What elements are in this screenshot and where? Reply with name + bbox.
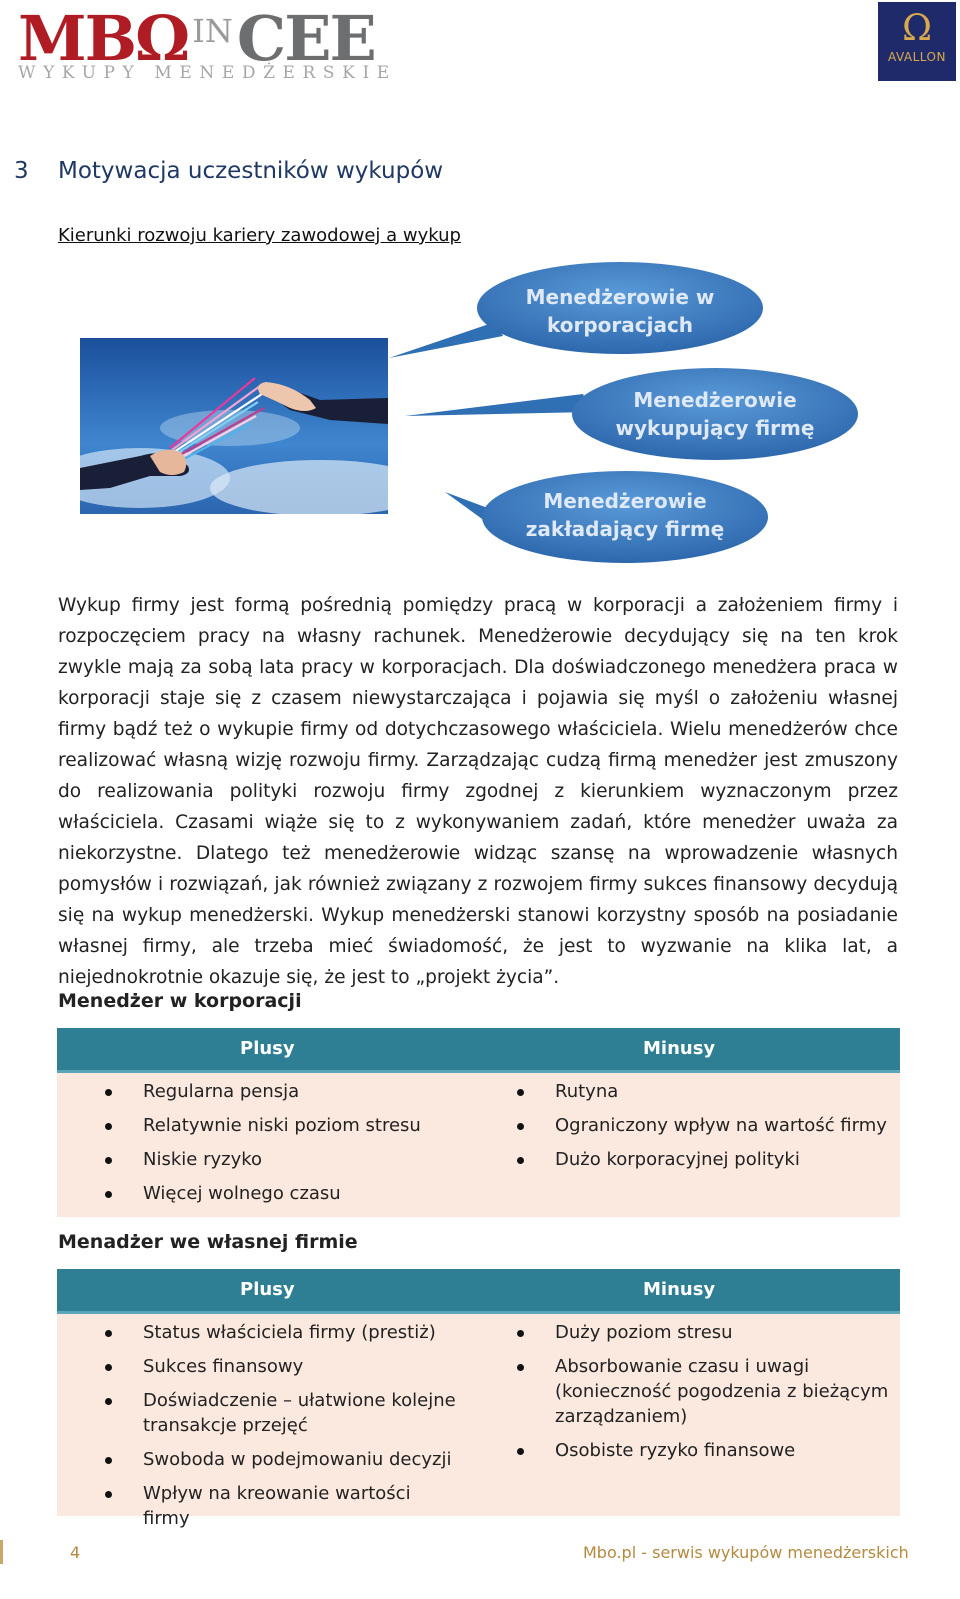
bullet-icon [105,1491,112,1498]
section-title: Motywacja uczestników wykupów [58,158,444,184]
subheading: Kierunki rozwoju kariery zawodowej a wykup [58,225,461,246]
page-number: 4 [70,1543,81,1562]
table1-heading: Menedżer w korporacji [58,990,302,1012]
body-paragraph: Wykup firmy jest formą pośrednią pomiędzy pracą w korporacji a założeniem firmy i rozpoczęciem pracy na własny rachunek. Menedżerowie decydujący się na ten krok zwykle mają za sobą lata pracy w korporacjach. Dla doświadczonego menedżera praca w korporacji staje się z czasem niewystarczająca i pojawia się myśl o założeniu własnej firmy bądź też o wykupie firmy od dotychczasowego właściciela. Wielu menedżerów chce realizować własną wizję rozwoju firmy. Zarządzając cudzą firmą menedżer jest zmuszony do realizowania polityki rozwoju firmy zgodnej z kierunkiem wyznaczonym przez właściciela. Czasami wiąże się to z wykonywaniem zadań, które menedżer uważa za niekorzystne. Dlatego też menedżerowie widząc szansę na wprowadzenie własnych pomysłów i rozwiązań, jak również związany z rozwojem firmy sukces finansowy decydują się na wykup menedżerski. Wykup menedżerski stanowi korzystny sposób na posiadanie własnej firmy, ale trzeba mieć świadomość, że jest to wyzwanie na klika lat, a niejednokrotnie okazuje się, że jest to „projekt życia”. [58,595,898,988]
bubble-2-line2: wykupujący firmę [615,416,815,440]
bubble-2-line1: Menedżerowie [633,388,797,412]
bullet-icon [105,1089,112,1096]
bullet-icon [105,1457,112,1464]
bullet-icon [517,1364,524,1371]
table2-header-row [57,1269,900,1314]
bubble-3-line2: zakładający firmę [525,517,725,541]
table1-minus-column [469,1079,887,1181]
logo-subtitle: WYKUPY MENEDŻERSKIE [18,63,397,83]
list-item: Wpływ na kreowanie wartości firmy [57,1481,457,1531]
table2-heading: Menadżer we własnej firmie [58,1231,358,1253]
list-item: Rutyna [469,1079,887,1104]
logo-cee-text: CEE [236,2,375,75]
footer-site-link[interactable]: Mbo.pl - serwis wykupów menedżerskich [583,1543,909,1562]
avallon-logo [878,2,956,81]
speech-bubble-2 [405,368,858,460]
table2-plus-column [57,1320,457,1540]
list-item: Duży poziom stresu [469,1320,889,1345]
list-item: Ograniczony wpływ na wartość firmy [469,1113,887,1138]
bubble-1-line1: Menedżerowie w [525,285,715,309]
table2-minus-label: Minusy [643,1279,716,1300]
list-item: Status właściciela firmy (prestiż) [57,1320,457,1345]
list-item: Regularna pensja [57,1079,421,1104]
avallon-name: AVALLON [888,50,946,64]
table2-minus-column [469,1320,889,1472]
bullet-icon [517,1448,524,1455]
bullet-icon [517,1089,524,1096]
bullet-icon [517,1330,524,1337]
avallon-omega-icon: Ω [902,8,932,49]
table2-body [57,1314,900,1529]
list-item: Niskie ryzyko [57,1147,421,1172]
table1-plus-label: Plusy [240,1038,295,1059]
speech-bubble-3 [445,471,768,563]
table1 [57,1028,900,1217]
speech-bubble-1 [389,262,763,358]
bullet-icon [105,1123,112,1130]
list-item: Relatywnie niski poziom stresu [57,1113,421,1138]
table1-header-row [57,1028,900,1073]
bullet-icon [105,1191,112,1198]
logo-mbo-text: MBΩ [18,2,189,75]
bullet-icon [105,1157,112,1164]
bullet-icon [517,1157,524,1164]
bullet-icon [517,1123,524,1130]
table1-body [57,1073,900,1217]
list-item: Dużo korporacyjnej polityki [469,1147,887,1172]
table2 [57,1269,900,1529]
list-item: Swoboda w podejmowaniu decyzji [57,1447,457,1472]
hands-exchange-photo [80,338,388,514]
bubble-1-line2: korporacjach [546,313,694,337]
bullet-icon [105,1364,112,1371]
list-item: Osobiste ryzyko finansowe [469,1438,889,1463]
table2-plus-label: Plusy [240,1279,295,1300]
footer-bar [0,1540,3,1564]
table1-plus-column [57,1079,421,1215]
section-number: 3 [14,158,29,184]
list-item: Więcej wolnego czasu [57,1181,421,1206]
list-item: Sukces finansowy [57,1354,457,1379]
list-item: Absorbowanie czasu i uwagi (konieczność pogodzenia z bieżącym zarządzaniem) [469,1354,889,1429]
logo-in-text: IN [192,12,233,50]
bullet-icon [105,1330,112,1337]
bubble-3-line1: Menedżerowie [543,489,707,513]
bullet-icon [105,1398,112,1405]
table1-minus-label: Minusy [643,1038,716,1059]
career-paths-diagram [385,262,880,577]
list-item: Doświadczenie – ułatwione kolejne transakcje przejęć [57,1388,457,1438]
